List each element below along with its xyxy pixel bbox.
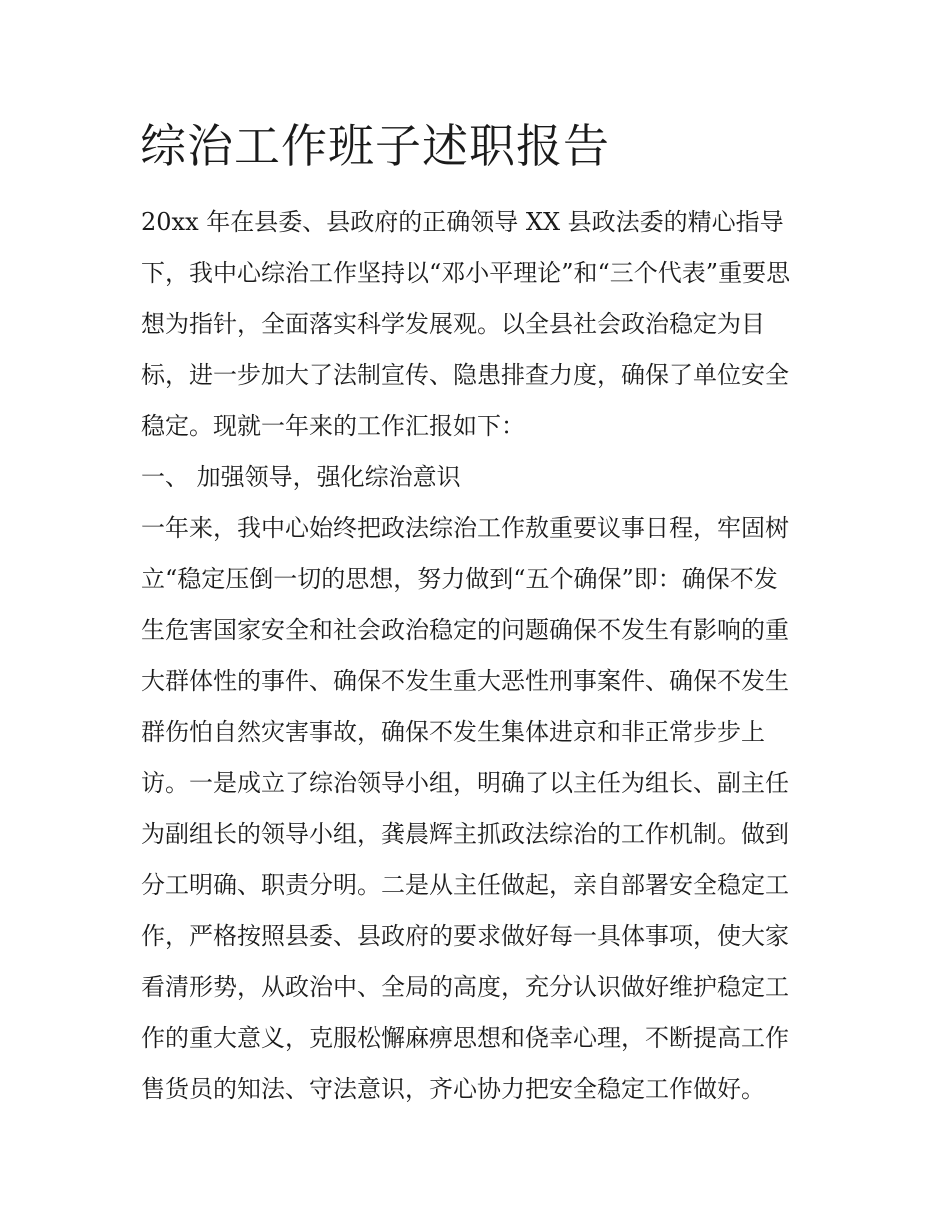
paragraph-line: 想为指针，全面落实科学发展观。以全县社会政治稳定为目 [141,310,765,338]
paragraph-line: 大群体性的事件、确保不发生重大恶性刑事案件、确保不发生 [141,667,789,695]
paragraph-line: 为副组长的领导小组，龚晨辉主抓政法综治的工作机制。做到 [141,820,789,848]
paragraph-line: 标，进一步加大了法制宣传、隐患排查力度，确保了单位安全 [141,361,789,389]
paragraph-line: 售货员的知法、守法意识，齐心协力把安全稳定工作做好。 [141,1075,765,1103]
paragraph-line: 分工明确、职责分明。二是从主任做起，亲自部署安全稳定工 [141,871,789,899]
paragraph-line: 看清形势，从政治中、全局的高度，充分认识做好维护稳定工 [141,973,789,1001]
paragraph-line: 群伤怕自然灾害事故，确保不发生集体进京和非正常步步上 [141,718,765,746]
paragraph-line: 20xx 年在县委、县政府的正确领导 XX 县政法委的精心指导 [141,208,784,236]
section-heading: 一、 加强领导，强化综治意识 [141,463,461,491]
paragraph-line: 作，严格按照县委、县政府的要求做好每一具体事项，使大家 [141,922,789,950]
paragraph-line: 作的重大意义，克服松懈麻痹思想和侥幸心理，不断提高工作 [141,1024,789,1052]
paragraph-line: 一年来，我中心始终把政法综治工作敖重要议事日程，牢固树 [141,514,789,542]
paragraph-line: 下，我中心综治工作坚持以“邓小平理论”和“三个代表”重要思 [141,259,791,287]
paragraph-line: 访。一是成立了综治领导小组，明确了以主任为组长、副主任 [141,769,789,797]
document-title: 综治工作班子述职报告 [140,119,610,173]
paragraph-line: 生危害国家安全和社会政治稳定的问题确保不发生有影响的重 [141,616,789,644]
paragraph-line: 立“稳定压倒一切的思想，努力做到“五个确保”即：确保不发 [141,565,778,593]
paragraph-line: 稳定。现就一年来的工作汇报如下： [141,412,525,440]
